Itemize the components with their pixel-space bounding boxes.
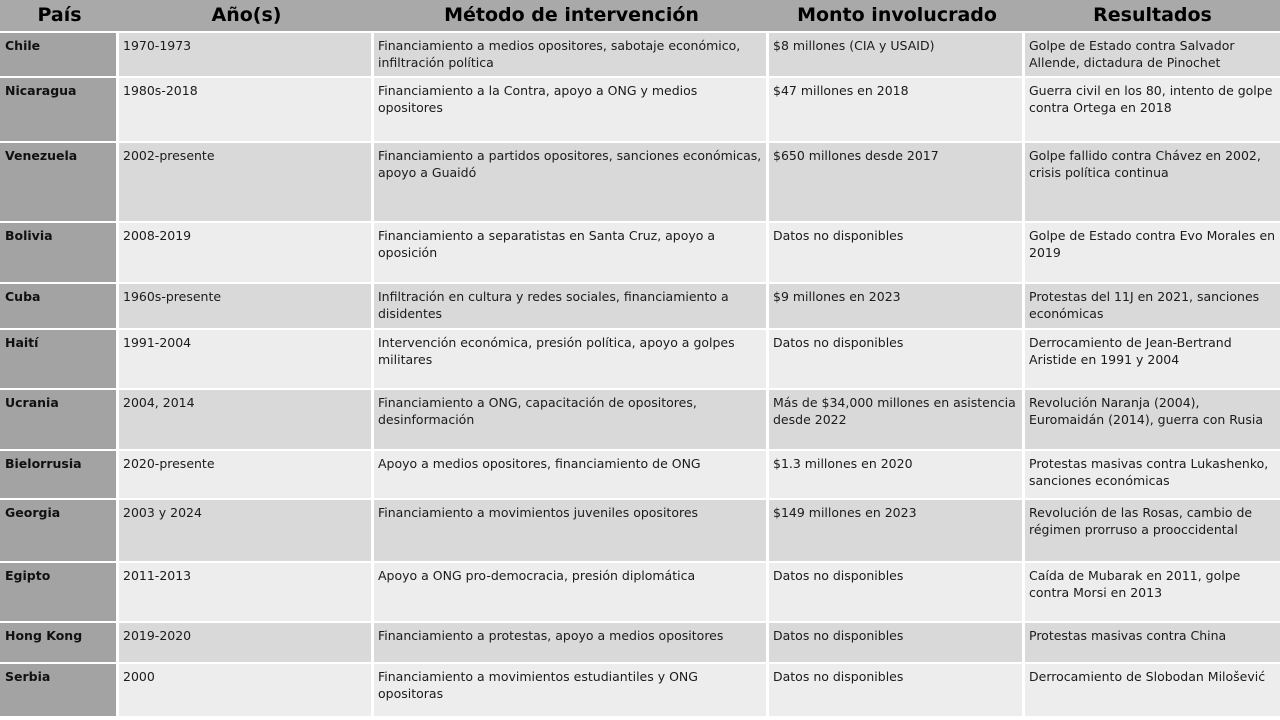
cell-monto: Datos no disponibles (769, 623, 1022, 662)
cell-pais: Egipto (0, 563, 116, 621)
cell-metodo: Apoyo a ONG pro-democracia, presión diplomática (374, 563, 766, 621)
cell-metodo: Financiamiento a movimientos estudiantiles y ONG opositoras (374, 664, 766, 716)
cell-anos: 2002-presente (119, 143, 371, 221)
cell-monto: Datos no disponibles (769, 563, 1022, 621)
cell-resultados: Caída de Mubarak en 2011, golpe contra Morsi en 2013 (1025, 563, 1280, 621)
cell-pais: Nicaragua (0, 78, 116, 141)
table-header (0, 0, 1280, 31)
cell-resultados: Guerra civil en los 80, intento de golpe contra Ortega en 2018 (1025, 78, 1280, 141)
col-header-monto: Monto involucrado (797, 4, 997, 26)
cell-pais: Haití (0, 330, 116, 388)
cell-pais: Bielorrusia (0, 451, 116, 498)
cell-monto: $8 millones (CIA y USAID) (769, 33, 1022, 76)
cell-resultados: Golpe de Estado contra Evo Morales en 2019 (1025, 223, 1280, 282)
cell-pais: Venezuela (0, 143, 116, 221)
cell-resultados: Protestas del 11J en 2021, sanciones económicas (1025, 284, 1280, 328)
cell-anos: 2004, 2014 (119, 390, 371, 449)
cell-metodo: Financiamiento a la Contra, apoyo a ONG y medios opositores (374, 78, 766, 141)
cell-anos: 2011-2013 (119, 563, 371, 621)
cell-monto: $650 millones desde 2017 (769, 143, 1022, 221)
cell-anos: 1960s-presente (119, 284, 371, 328)
cell-anos: 1970-1973 (119, 33, 371, 76)
col-header-metodo: Método de intervención (444, 4, 699, 26)
table-row (0, 33, 1280, 76)
cell-pais: Serbia (0, 664, 116, 716)
cell-pais: Ucrania (0, 390, 116, 449)
table-row (0, 330, 1280, 388)
cell-pais: Bolivia (0, 223, 116, 282)
table-row (0, 78, 1280, 141)
cell-monto: Datos no disponibles (769, 223, 1022, 282)
cell-pais: Georgia (0, 500, 116, 561)
table-row (0, 143, 1280, 221)
col-header-resultados: Resultados (1093, 4, 1212, 26)
cell-monto: $149 millones en 2023 (769, 500, 1022, 561)
cell-anos: 2019-2020 (119, 623, 371, 662)
table-row (0, 451, 1280, 498)
cell-anos: 2003 y 2024 (119, 500, 371, 561)
cell-metodo: Apoyo a medios opositores, financiamiento de ONG (374, 451, 766, 498)
cell-metodo: Infiltración en cultura y redes sociales, financiamiento a disidentes (374, 284, 766, 328)
cell-monto: Datos no disponibles (769, 330, 1022, 388)
cell-resultados: Golpe fallido contra Chávez en 2002, crisis política continua (1025, 143, 1280, 221)
cell-metodo: Financiamiento a separatistas en Santa Cruz, apoyo a oposición (374, 223, 766, 282)
cell-resultados: Revolución Naranja (2004), Euromaidán (2014), guerra con Rusia (1025, 390, 1280, 449)
cell-metodo: Financiamiento a medios opositores, sabotaje económico, infiltración política (374, 33, 766, 76)
col-header-pais: País (37, 4, 82, 26)
cell-anos: 2020-presente (119, 451, 371, 498)
table-row (0, 500, 1280, 561)
cell-resultados: Derrocamiento de Jean-Bertrand Aristide en 1991 y 2004 (1025, 330, 1280, 388)
table-row (0, 223, 1280, 282)
cell-anos: 2000 (119, 664, 371, 716)
cell-monto: Datos no disponibles (769, 664, 1022, 716)
cell-pais: Chile (0, 33, 116, 76)
cell-monto: $1.3 millones en 2020 (769, 451, 1022, 498)
cell-anos: 2008-2019 (119, 223, 371, 282)
cell-resultados: Protestas masivas contra China (1025, 623, 1280, 662)
cell-pais: Cuba (0, 284, 116, 328)
cell-metodo: Financiamiento a protestas, apoyo a medios opositores (374, 623, 766, 662)
cell-pais: Hong Kong (0, 623, 116, 662)
cell-resultados: Derrocamiento de Slobodan Milošević (1025, 664, 1280, 716)
cell-metodo: Intervención económica, presión política, apoyo a golpes militares (374, 330, 766, 388)
table-body (0, 33, 1280, 716)
table-row (0, 390, 1280, 449)
cell-resultados: Revolución de las Rosas, cambio de régimen prorruso a prooccidental (1025, 500, 1280, 561)
cell-resultados: Golpe de Estado contra Salvador Allende, dictadura de Pinochet (1025, 33, 1280, 76)
table-row (0, 664, 1280, 716)
cell-monto: $9 millones en 2023 (769, 284, 1022, 328)
table-row (0, 623, 1280, 662)
cell-monto: $47 millones en 2018 (769, 78, 1022, 141)
cell-metodo: Financiamiento a movimientos juveniles opositores (374, 500, 766, 561)
cell-metodo: Financiamiento a partidos opositores, sanciones económicas, apoyo a Guaidó (374, 143, 766, 221)
table-row (0, 563, 1280, 621)
cell-anos: 1991-2004 (119, 330, 371, 388)
table-row (0, 284, 1280, 328)
cell-metodo: Financiamiento a ONG, capacitación de opositores, desinformación (374, 390, 766, 449)
cell-resultados: Protestas masivas contra Lukashenko, sanciones económicas (1025, 451, 1280, 498)
cell-monto: Más de $34,000 millones en asistencia desde 2022 (769, 390, 1022, 449)
cell-anos: 1980s-2018 (119, 78, 371, 141)
col-header-anos: Año(s) (211, 4, 282, 26)
